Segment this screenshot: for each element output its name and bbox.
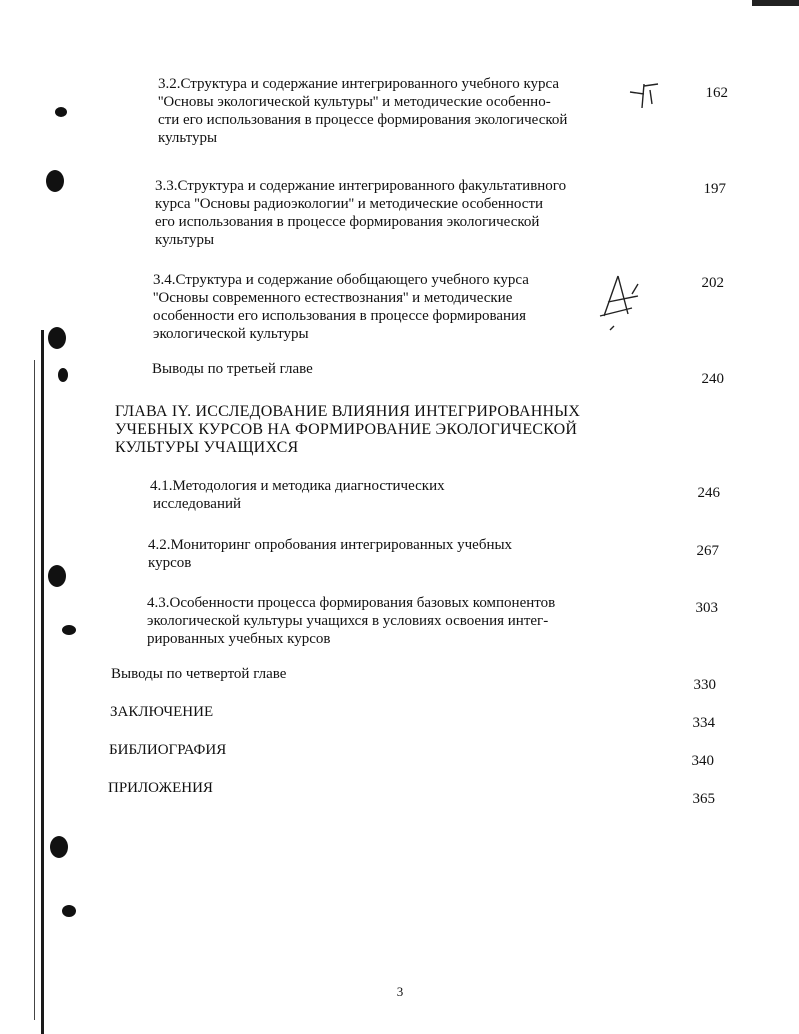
- toc-entry-title-line: 3.4.Структура и содержание обобщающего учебного курса: [153, 272, 529, 288]
- toc-page-number: 240: [701, 371, 724, 387]
- toc-entry-title-line: ''Основы современного естествознания'' и методические: [153, 290, 513, 306]
- toc-page-number: 162: [705, 85, 728, 101]
- toc-page-number: 340: [691, 753, 714, 769]
- punch-hole-mark: [48, 327, 66, 349]
- scan-corner-mark: [752, 0, 799, 6]
- toc-entry-4-2: [148, 536, 578, 572]
- binding-edge-line-2: [34, 360, 35, 1020]
- toc-entry-4-3: [147, 594, 606, 648]
- toc-entry-title-line: ''Основы экологической культуры'' и методические особенно-: [158, 94, 551, 110]
- handwritten-mark-icon: [594, 272, 650, 332]
- toc-page-number: 202: [701, 275, 724, 291]
- toc-entry-3-2: [158, 75, 613, 147]
- toc-entry-bibliography: [109, 741, 409, 759]
- toc-entry-title-line: культуры: [158, 130, 218, 146]
- binding-edge-line: [41, 330, 44, 1034]
- toc-entry-title-line: его использования в процессе формирования экологической: [155, 214, 540, 230]
- page-number-footer: 3: [396, 984, 404, 999]
- chapter-4-heading: [115, 403, 615, 457]
- toc-entry-title-line: 4.1.Методология и методика диагностических: [150, 478, 445, 494]
- toc-page-number: 246: [697, 485, 720, 501]
- toc-entry-title-line: ЗАКЛЮЧЕНИЕ: [110, 704, 214, 720]
- toc-entry-title-line: Выводы по третьей главе: [152, 361, 313, 377]
- toc-entry-title-line: 3.2.Структура и содержание интегрированного учебного курса: [158, 76, 560, 92]
- chapter-heading-line: УЧЕБНЫХ КУРСОВ НА ФОРМИРОВАНИЕ ЭКОЛОГИЧЕСКОЙ: [115, 421, 578, 438]
- toc-entry-title-line: экологической культуры учащихся в условиях освоения интег-: [147, 613, 549, 629]
- chapter-heading-line: ГЛАВА IY. ИССЛЕДОВАНИЕ ВЛИЯНИЯ ИНТЕГРИРОВАННЫХ: [115, 403, 581, 420]
- toc-entry-title-line: ПРИЛОЖЕНИЯ: [108, 780, 213, 796]
- toc-entry-title-line: курса ''Основы радиоэкологии'' и методические особенности: [155, 196, 544, 212]
- toc-entry-appendices: [108, 779, 408, 797]
- toc-entry-title-line: 3.3.Структура и содержание интегрированного факультативного: [155, 178, 567, 194]
- toc-entry-conclusions-3: [152, 360, 552, 378]
- toc-entry-title-line: курсов: [148, 555, 192, 571]
- toc-entry-title-line: рированных учебных курсов: [147, 631, 331, 647]
- toc-entry-title-line: БИБЛИОГРАФИЯ: [109, 742, 227, 758]
- toc-entry-title-line: исследований: [153, 496, 242, 512]
- punch-hole-mark: [50, 836, 68, 858]
- toc-entry-title-line: сти его использования в процессе формирования экологической: [158, 112, 568, 128]
- handwritten-mark-icon: [628, 80, 664, 112]
- punch-hole-mark: [55, 107, 67, 117]
- toc-entry-3-4: [153, 271, 593, 343]
- toc-entry-title-line: экологической культуры: [153, 326, 309, 342]
- chapter-heading-line: КУЛЬТУРЫ УЧАЩИХСЯ: [115, 439, 299, 456]
- toc-entry-title-line: 4.2.Мониторинг опробования интегрированных учебных: [148, 537, 513, 553]
- punch-hole-mark: [58, 368, 68, 382]
- toc-entry-title-line: 4.3.Особенности процесса формирования базовых компонентов: [147, 595, 556, 611]
- punch-hole-mark: [62, 625, 76, 635]
- punch-hole-mark: [48, 565, 66, 587]
- punch-hole-mark: [62, 905, 76, 917]
- toc-entry-4-1: [150, 477, 570, 513]
- toc-page-number: 334: [692, 715, 715, 731]
- toc-entry-conclusions-4: [111, 665, 511, 683]
- punch-hole-mark: [46, 170, 64, 192]
- toc-entry-title-line: культуры: [155, 232, 215, 248]
- toc-entry-title-line: особенности его использования в процессе формирования: [153, 308, 526, 324]
- toc-page-number: 267: [696, 543, 719, 559]
- toc-entry-conclusion: [110, 703, 410, 721]
- toc-page-number: 365: [692, 791, 715, 807]
- toc-page-number: 303: [695, 600, 718, 616]
- toc-entry-3-3: [155, 177, 613, 249]
- toc-page-number: 330: [693, 677, 716, 693]
- toc-page-number: 197: [703, 181, 726, 197]
- toc-entry-title-line: Выводы по четвертой главе: [111, 666, 287, 682]
